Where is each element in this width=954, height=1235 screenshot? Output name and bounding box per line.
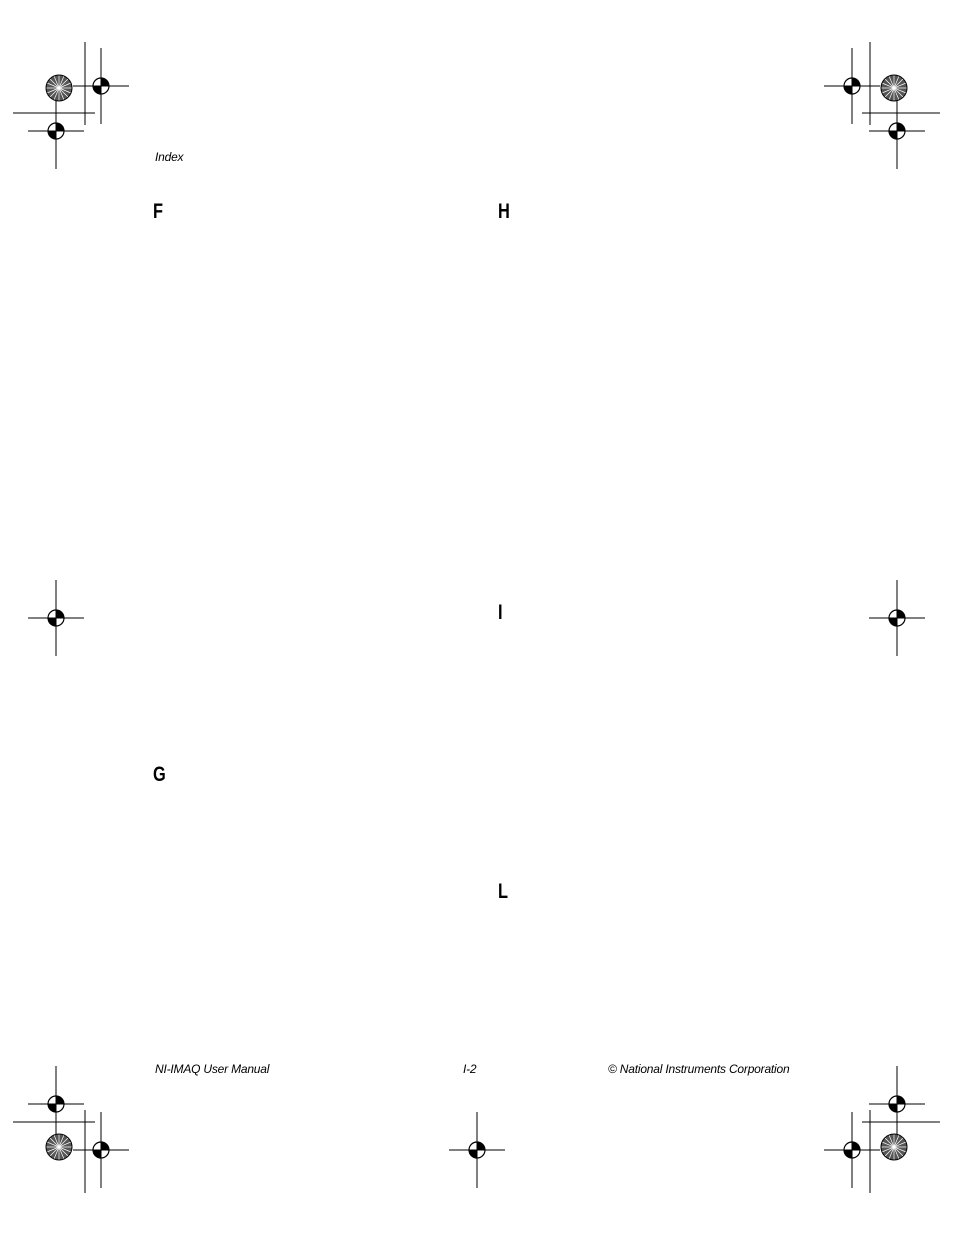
registration-mark-icon <box>449 1112 505 1188</box>
footer-page-number: I-2 <box>463 1062 477 1076</box>
registration-mark-icon <box>869 1066 925 1142</box>
starburst-target-icon <box>881 75 907 101</box>
footer-manual-title: NI-IMAQ User Manual <box>155 1062 270 1076</box>
section-heading-f: F <box>153 200 164 223</box>
registration-mark-icon <box>28 1066 84 1142</box>
registration-mark-icon <box>28 580 84 656</box>
section-heading-g: G <box>153 763 166 786</box>
starburst-target-icon <box>46 1134 72 1160</box>
registration-mark-icon <box>824 1112 880 1188</box>
running-head: Index <box>155 150 184 164</box>
registration-mark-icon <box>869 93 925 169</box>
section-heading-l: L <box>498 880 509 903</box>
starburst-target-icon <box>46 75 72 101</box>
registration-mark-icon <box>73 1112 129 1188</box>
footer-copyright: © National Instruments Corporation <box>608 1062 790 1076</box>
registration-mark-icon <box>869 580 925 656</box>
starburst-target-icon <box>881 1134 907 1160</box>
section-heading-h: H <box>498 200 510 223</box>
section-heading-i: I <box>498 601 503 624</box>
registration-mark-icon <box>28 93 84 169</box>
